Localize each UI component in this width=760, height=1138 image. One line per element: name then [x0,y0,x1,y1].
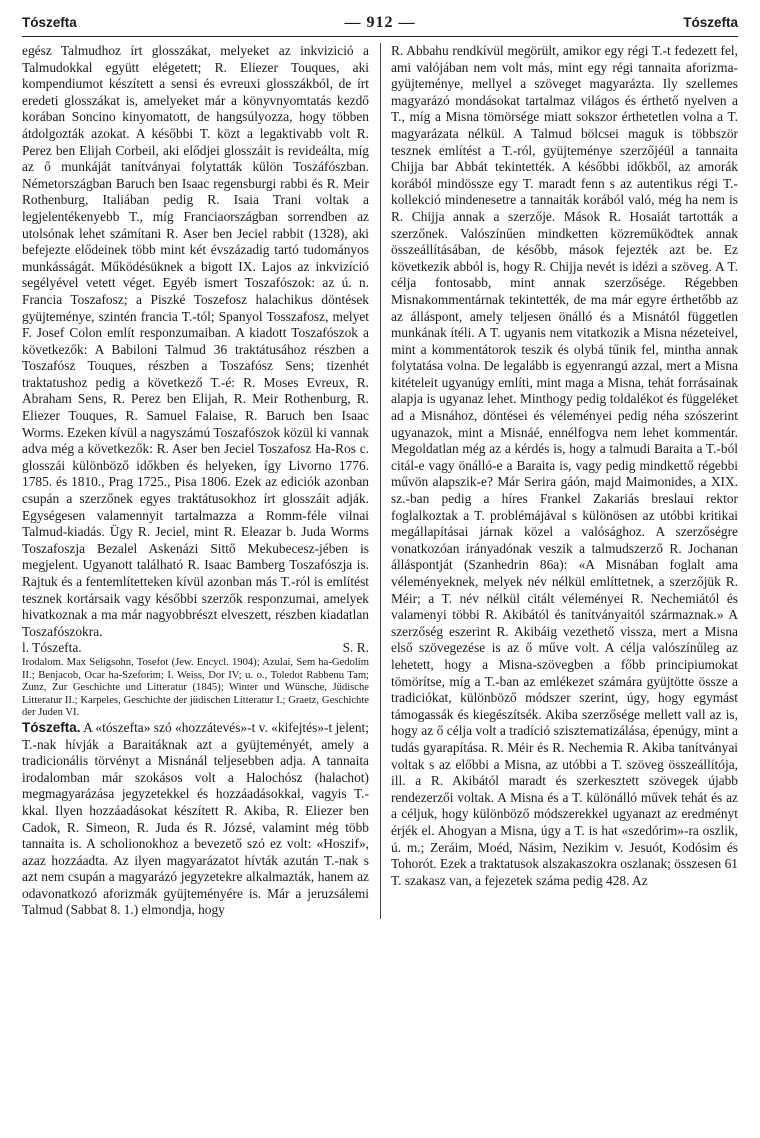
entry-headword: Tószefta. [22,719,81,735]
crossref-signature-line [22,640,369,657]
page-number: — 912 — [344,14,416,31]
author-signature: S. R. [342,640,369,656]
right-column [391,43,738,919]
entry-text: A «tószefta» szó «hozzátevés»-t v. «kifejtés»-t jelent; T.-nak hívják a Baraitáknak azt a gyüjteményét, amely a tradicionális törvényt a Misnánál teljesebben adja. A tannaita irodalomban már szokásos volt a Halochósz (halachot) megmagyarázása jegyzetekkel és hozzáadásokkal, vagyis T.-kkal. Ilyen hozzáadásokat készített R. Akiba, R. Eliezer ben Cadok, R. Simeon, R. Juda és R. Józsé, valamint még több tannaita is. A scholionokhoz a bevezető szó ez volt: «Hoszif», azaz hozzáadta. Az ilyen magyarázatot hívták azután T.-nak s azt nem csupán a magyarázó jegyzetekre alkalmazták, hanem az odavonatkozó aforizmák gyüjteményére is. Már a jeruzsálemi Talmud (Sabbat 8. 1.) elmondja, hogy [22,719,369,918]
see-also-reference: l. Tószefta. [22,640,82,656]
article-continuation: egész Talmudhoz írt glosszákat, melyeket az inkvizició a Talmudokkal együtt elégetett; R. Eliezer Touques, aki kompendiumot készített a sensi és evreuxi glosszákból, de írt eredeti glosszákat is, amelyeket már a könyvnyomtatás kezdő korában Soncino kinyomatott, de hangsúlyozza, hogy többen átdolgozták azokat. A későbbi T. közt a legaktivabb volt R. Perez ben Elijah Corbeil, aki elődjei glosszáit is revideálta, míg az ő munkáját tanítványai folytatták külön Toszáfószban. Németországban Baruch ben Isaac regensburgi rabbi és R. Meir Rothenburg, Italiában pedig R. Isaia Trani voltak a legjelentékenyebb T., míg Franciaországban sorrendben az utolsónak lehet számítani R. Aser ben Jeciel rabbit (1328), aki befejezte elődeinek több mint két évszázadig tartó tudományos munkásságát. Működésüknek a bigott IX. Lajos az inkvizíció segélyével vetett véget. Egyéb ismert Toszafószok: az ú. n. Francia Toszafosz; a Piszké Toszefosz halachikus döntések gyüjteménye, szintén francia T.-tól; Spanyol Tosszafosz, melyet F. Josef Colon említ responzumaiban. A kiadott Toszafószok a következők: A Babiloni Talmud 36 traktátusához részben a Toszafósz Touques, részben a Toszafósz Sens; tizenhét traktatushoz pedig a következő T.-é: R. Moses Evreux, R. Abraham Sens, R. Perez ben Elijah, R. Meir Rothenburg, R. Eliezer Touques, R. Samuel Falaise, R. Baruch ben Isaac Worms. Ezeken kívül a nagyszámú Toszafószok közül ki vannak adva még a következők: R. Aser ben Jeciel Toszafosz Ha-Ros c. glosszái különböző időkben és helyeken, így Livorno 1776. 1785. és 1810., Prag 1725., Pisa 1806. Ezek az ediciók azonban csupán a szerzőnek egyes traktátusokhoz írt glosszáit adják. Egységesen valamennyit tartalmazza a Romm-féle vilnai Talmud-kiadás. Ügy R. Jeciel, mint R. Eleazar b. Juda Worms Toszafoszja Bezalel Askenázi Sittő Mekubecesz-jében is megjelent. Ugyanott található R. Isaac Bamberg Toszafószja is. Rajtuk és a fentemlítetteken kívül azonban más T.-ról is említést tesznek kortársaik vagy későbbi szerzők responzumai, amelyek hivatkoznak a ma már nagyobbrészt elveszett, részben kiadatlan Toszafószokra. [22,43,369,639]
new-entry [22,720,369,919]
running-header [22,14,738,37]
two-column-body [22,43,738,919]
left-column [22,43,369,919]
header-left-keyword: Tószefta [22,15,77,30]
bibliography: Irodalom. Max Seligsohn, Tosefot (Jew. Encycl. 1904); Azulai, Sem ha-Gedolim II.; Benjacob, Ocar ha-Szeforim; I. Weiss, Dor IV; u. o., Toledot Rabbenu Tam; Zunz, Zur Geschichte und Litteratur (1845); Winter und Wünsche, Jüdische Litteratur II.; Karpeles, Geschichte der jüdischen Litteratur I.; Graetz, Geschichte der Juden VI. [22,656,369,719]
header-right-keyword: Tószefta [683,15,738,30]
entry-text-continued: R. Abbahu rendkívül megörült, amikor egy régi T.-t fedezett fel, ami valójában nem volt más, mint egy régi tannaita aforizma-gyüjteménye, mellyel a szöveget magyarázta. Ily szellemes magyarázó mondásokat tartalmaz világos és érthető nyelven a T., míg a Misna tömörsége miatt sokszor érthetetlen volna a T. magyarázata nélkül. A Talmud bölcsei maguk is többször tesznek említést a T.-ról, gyüjteménye szerzőjéül a tannaita Chijja bar Abbát tekintették. A későbbi időkből, az amorák korából mindössze egy T. maradt fenn s az autentikus régi T.-kollekció mindenesetre a tannaiták korából való, még ha nem is R. Chijja annak a szerzője. Mások R. Hosaiát tartották a szerzőnek. Valószínűen mindketten közreműködtek annak összeállításában, de később, mások fejezték azt be. Ez következik abból is, hogy R. Chijja nevét is idézi a szöveg. A T. célja fontosabb, mint annak szerzősége. Régebben Misnakommentárnak tekintették, de ma már egyre érthetőbb az az álláspont, amely teljesen önálló és a Misnától független munkának ítéli. A T. ugyanis nem vitatkozik a Misna nézeteivel, mint a kommentátorok teszik és olybá tűnik fel, mintha annak folytatása volna. De legalább is egyenrangú azzal, mert a Misna kitételeit ugyanúgy említi, mint maga a Misna, tehát forrásainak alapja is ugyanaz lehet. Minthogy pedig toldalékot és függeléket ad a Misnához, döntései és véleményei pedig néha szószerint ugyanazok, mint a Misnáé, ennélfogva nem lehet kommentár. Megoldatlan még az a kérdés is, hogy a talmudi Baraita a T.-ból citál-e vagy önálló-e a Baraita is, vagy pedig mindkettő régebbi művön alapszik-e? Már Serira gáón, majd Maimonides, a XIX. sz.-ban pedig a híres Frankel Zakariás breslaui rektor foglalkoztak a T. problémájával s különösen az utóbbi kritikai megállapításai járnak közel a valósághoz. A szerzőségre vonatkozóan irányadónak veszik a talmudszerző R. Jochanan álláspontját (Szanhedrin 86a): «A Misnában foglalt ama véleményeknek, melyek név nélkül említtetnek, a szerzőjük R. Méir; a T. név nélkül citált véleményei R. Nechemiától és valamenyi többi R. Akibától és tanítványaitól származnak.» A szerzőség eszerint R. Akibáig vezethető vissza, mert a Misna első szövegezése is az ő műve volt. A célja valószínűleg az lehetett, hogy a Misna-szövegben a főbb principiumokat tömörítse, míg a T.-ban az emlékezet számára gyüjtötte össze a tradiciókat, különböző módszer szerint, úgy, hogy egymást támogassák és kiegészítsék. Akiba szerzősége mellett vall az is, hogy az ő célja volt a tradíció szisztematizálása, épenúgy, mint a tudás gyarapítása. R. Méir és R. Nechemia R. Akiba tanítványai voltak s az előbbi a Misna, az utóbbi a T. szöveg összeállítója, ill. a R. Akibától maradt és szerkesztett szövegek újabb rendezerzői voltak. A Misna és a T. különálló művek tehát és az a céljuk, hogy különböző módszerekkel ugyanazt az eredményt érjék el. Ahogyan a Misna, úgy a T. is hat «szedórim»-ra oszlik, ú. m.; Zeráim, Moéd, Násim, Nezikim v. Jesuót, Kodósim és Tohorót. Ezek a traktatusok alszakaszokra oszlanak; összesen 61 T. szakasz van, a fejezetek száma pedig 428. Az [391,43,738,888]
